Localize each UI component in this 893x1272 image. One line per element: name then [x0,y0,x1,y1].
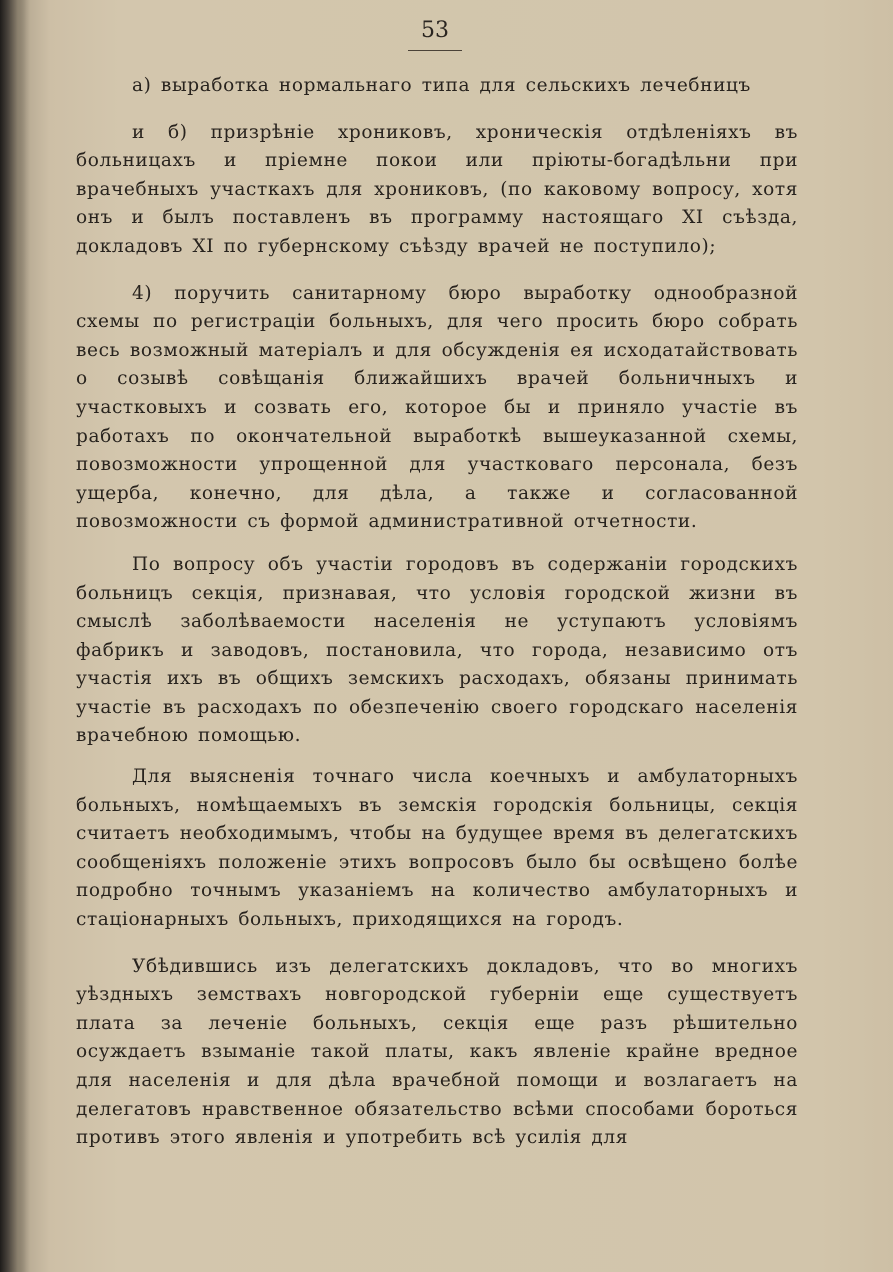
page-number-rule [408,50,462,51]
paragraph-patient-counts: Для выясненія точнаго числа коечныхъ и амбулаторныхъ больныхъ, номѣщаемыхъ въ земскія городскія больницы, секція считаетъ необходимымъ, чтобы на будущее время въ делегатскихъ сообщеніяхъ положеніе этихъ вопросовъ было бы освѣщено болѣе подробно точнымъ указаніемъ на количество амбулаторныхъ и стаціонарныхъ больныхъ, приходящихся на городъ. [76,766,798,931]
paragraph-item-4: 4) поручить санитарному бюро выработку однообразной схемы по регистраціи больныхъ, для чего просить бюро собрать весь возможный матеріалъ и для обсужденія ея исходатайствовать о созывѣ совѣщанія ближайшихъ врачей больничныхъ и участковыхъ и созвать его, которое бы и приняло участіе въ работахъ по окончательной выработкѣ вышеуказанной схемы, повозможности упрощенной для участковаго персонала, безъ ущерба, конечно, для дѣла, а также и согласованной повозможности съ формой административной отчетности. [76,282,798,533]
book-spine-shadow [0,0,30,1272]
paragraph-item-b: и б) призрѣніе хрониковъ, хроническія отдѣленіяхъ въ больницахъ и пріемне покои или пріюты-богадѣльни при врачебныхъ участкахъ для хрониковъ, (по каковому вопросу, хотя онъ и былъ поставленъ въ программу настоящаго XI съѣзда, докладовъ XI по губернскому съѣзду врачей не поступило); [76,121,798,257]
paragraph-treatment-fees: Убѣдившись изъ делегатскихъ докладовъ, что во многихъ уѣздныхъ земствахъ новгородской губерніи еще существуетъ плата за леченіе больныхъ, секція еще разъ рѣшительно осуждаетъ взыманіе такой платы, какъ явленіе крайне вредное для населенія и для дѣла врачебной помощи и возлагаетъ на делегатовъ нравственное обязательство всѣми способами бороться противъ этого явленія и употребить всѣ усилія для [76,955,798,1149]
paragraph-city-hospitals: По вопросу объ участіи городовъ въ содержаніи городскихъ больницъ секція, признавая, что условія городской жизни въ смыслѣ заболѣваемости населенія не уступаютъ условіямъ фабрикъ и заводовъ, постановила, что города, независимо отъ участія ихъ въ общихъ земскихъ расходахъ, обязаны принимать участіе въ расходахъ по обезпеченію своего городскаго населенія врачебною помощью. [76,553,798,747]
paragraph-item-a: а) выработка нормальнаго типа для сельскихъ лечебницъ [132,75,751,96]
page-body [76,72,798,1153]
page-number: 53 [421,18,449,43]
